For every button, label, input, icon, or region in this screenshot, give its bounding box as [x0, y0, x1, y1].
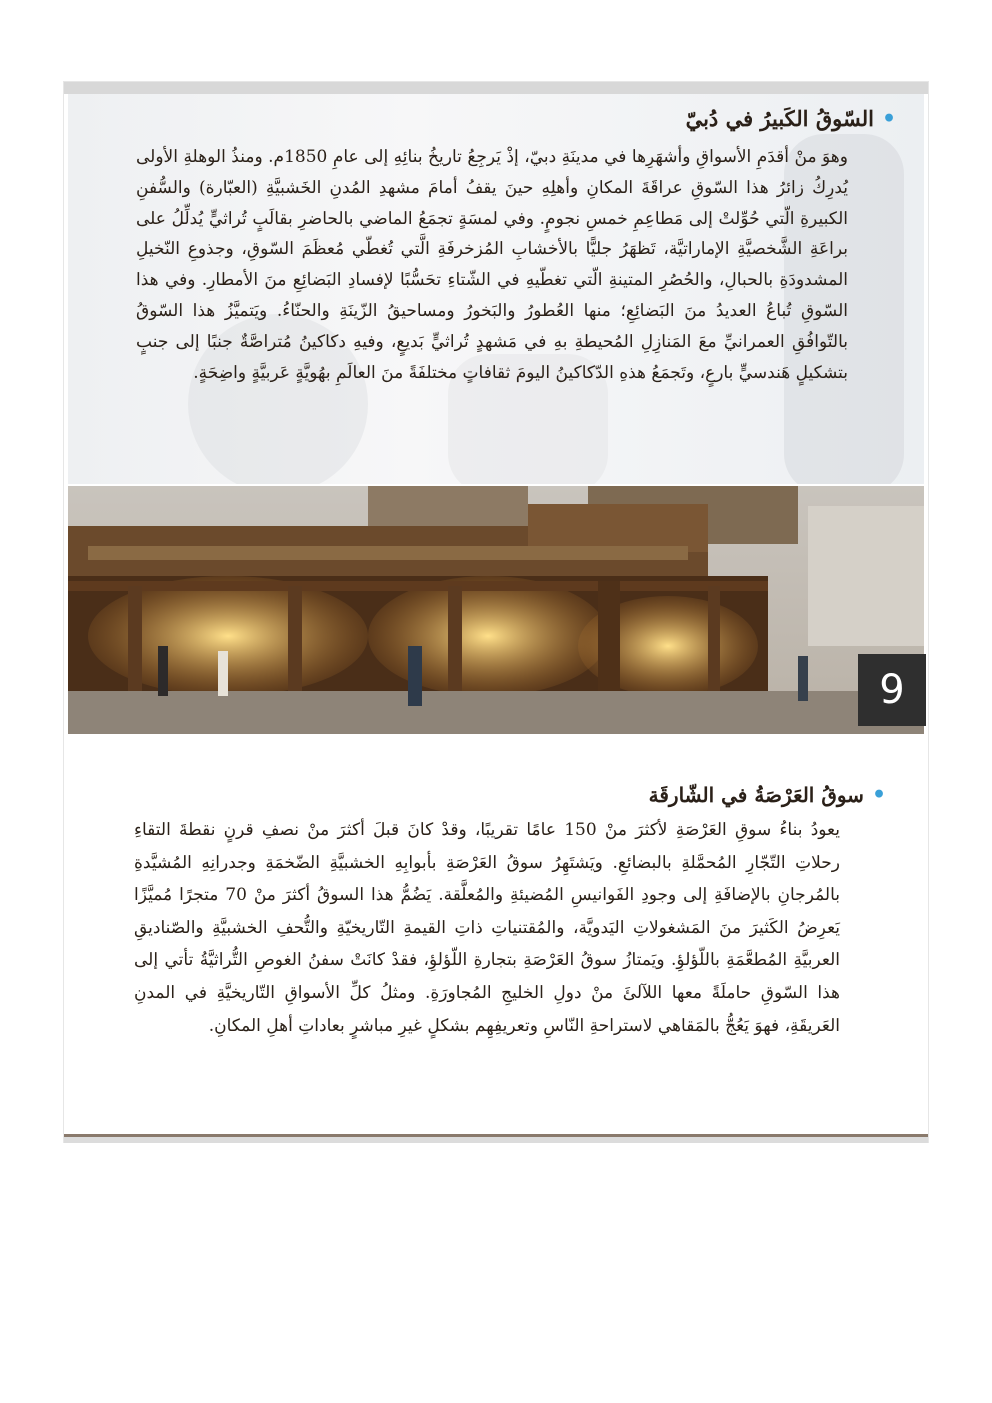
- section-heading: [649, 782, 886, 808]
- section-paragraph: وهوَ منْ أقدَمِ الأسواقِ وأشهَرِها في مدينَةِ دبيّ، إذْ يَرجِعُ تاريخُ بنائِهِ إلى عامِ 1850م. ومنذُ الوهلةِ الأولى يُدرِكُ زائرُ هذا السّوقِ عراقَةَ المكانِ وأهلِهِ حينَ يقفُ أمامَ مشهدِ المُدنِ الخَشبيَّةِ (العبّارة) والسُّفنِ الكبيرةِ الّتي حُوِّلتْ إلى مَطاعِمِ خمسِ نجومٍ. وفي لمسَةٍ تجمَعُ الماضي بالحاضرِ بقالَبٍ تُراثيٍّ يُدلِّلُ على براعَةِ الشَّخصيَّةِ الإماراتيَّة، تَظهَرُ جليًّا بالأخشابِ المُزخرفَةِ الَّتي تُغطّي مُعظَمَ السّوقِ، وجذوعِ النّخيلِ المشدودَةِ بالحبالِ، والحُصُرِ المتينةِ الّتي تغطّيهِ في الشّتاءِ تحَسُّبًا لإفسادِ البَضائِعِ منَ الأمطارِ. وفي هذا السّوقِ تُباعُ العديدُ منَ البَضائِعِ؛ منها العُطورُ والبَخورُ ومساحيقُ الزّينَةِ والحنّاءُ. ويَتميَّزُ هذا السّوقُ بالتّوافُقِ العمرانيِّ معَ المَنازِلِ المُحيطةِ بهِ في مَشهدٍ تُراثيٍّ بَديعٍ، وفيهِ دكاكينُ مُتراصَّةٌ جنبًا إلى جنبٍ بتشكيلٍ هَندسيٍّ بارعٍ، وتَجمَعُ هذهِ الدّكاكينُ اليومَ ثقافاتٍ مختلفَةً منَ العالَمِ بهُويَّةٍ عَربيَّةٍ واضِحَةٍ.: [136, 147, 848, 383]
- section-paragraph: يعودُ بناءُ سوقِ العَرْصَةِ لأكثرَ منْ 150 عامًا تقريبًا، وقدْ كانَ قبلَ أكثرَ منْ نصفِ قرنٍ نقطةَ التقاءِ رحلاتِ التّجّارِ المُحمَّلةِ بالبضائعِ. ويَشتَهِرُ سوقُ العَرْصَةِ بأبوابِهِ الخشبيَّةِ الضّخمَةِ وجدرانِهِ المُشيَّدةِ بالمُرجانِ بالإضافَةِ إلى وجودِ الفَوانيسِ المُضيئةِ والمُعلَّقة. يَضُمُّ هذا السوقُ أكثرَ منْ 70 متجرًا مُميَّزًا يَعرِضُ الكَثيرَ منَ المَشغولاتِ اليَدويَّة، والمُقتنياتِ ذاتِ القيمةِ التّاريخيّةِ والتُّحفِ الخشبيَّةِ والصّناديقِ العربيَّةِ المُطعَّمَةِ باللّؤلؤِ. ويَمتازُ سوقُ العَرْصَةِ بتجارةِ اللّؤلؤِ، فقدْ كانَتْ سفنُ الغوصِ التُّراثيَّةُ تأتي إلى هذا السّوقِ حاملَةً معها اللآلئَ منْ دولِ الخليجِ المُجاورَةِ. ومثلُ كلِّ الأسواقِ التّاريخيَّةِ في المدنِ العَريقَةِ، فهوَ يَعُجُّ بالمَقاهي لاستراحةِ النّاسِ وتعريفِهِم بشكلٍ غيرِ مباشرٍ بعاداتِ أهلِ المكانِ.: [134, 820, 840, 1036]
- heading-text: السّوقُ الكَبيرُ في دُبيّ: [685, 106, 874, 131]
- bullet-icon: •: [881, 106, 896, 132]
- page-number: 9: [858, 654, 926, 726]
- souk-photo-illustration: [68, 486, 924, 734]
- bullet-icon: •: [871, 782, 886, 808]
- souk-photo: [68, 486, 924, 734]
- top-bar: [64, 82, 928, 94]
- section-heading: [686, 106, 896, 132]
- heading-text: سوقُ العَرْصَةُ في الشّارقَة: [648, 783, 864, 807]
- section-sharjah-souk: [68, 756, 924, 1134]
- bottom-strip: [64, 1137, 928, 1143]
- section-dubai-souk: [68, 94, 924, 484]
